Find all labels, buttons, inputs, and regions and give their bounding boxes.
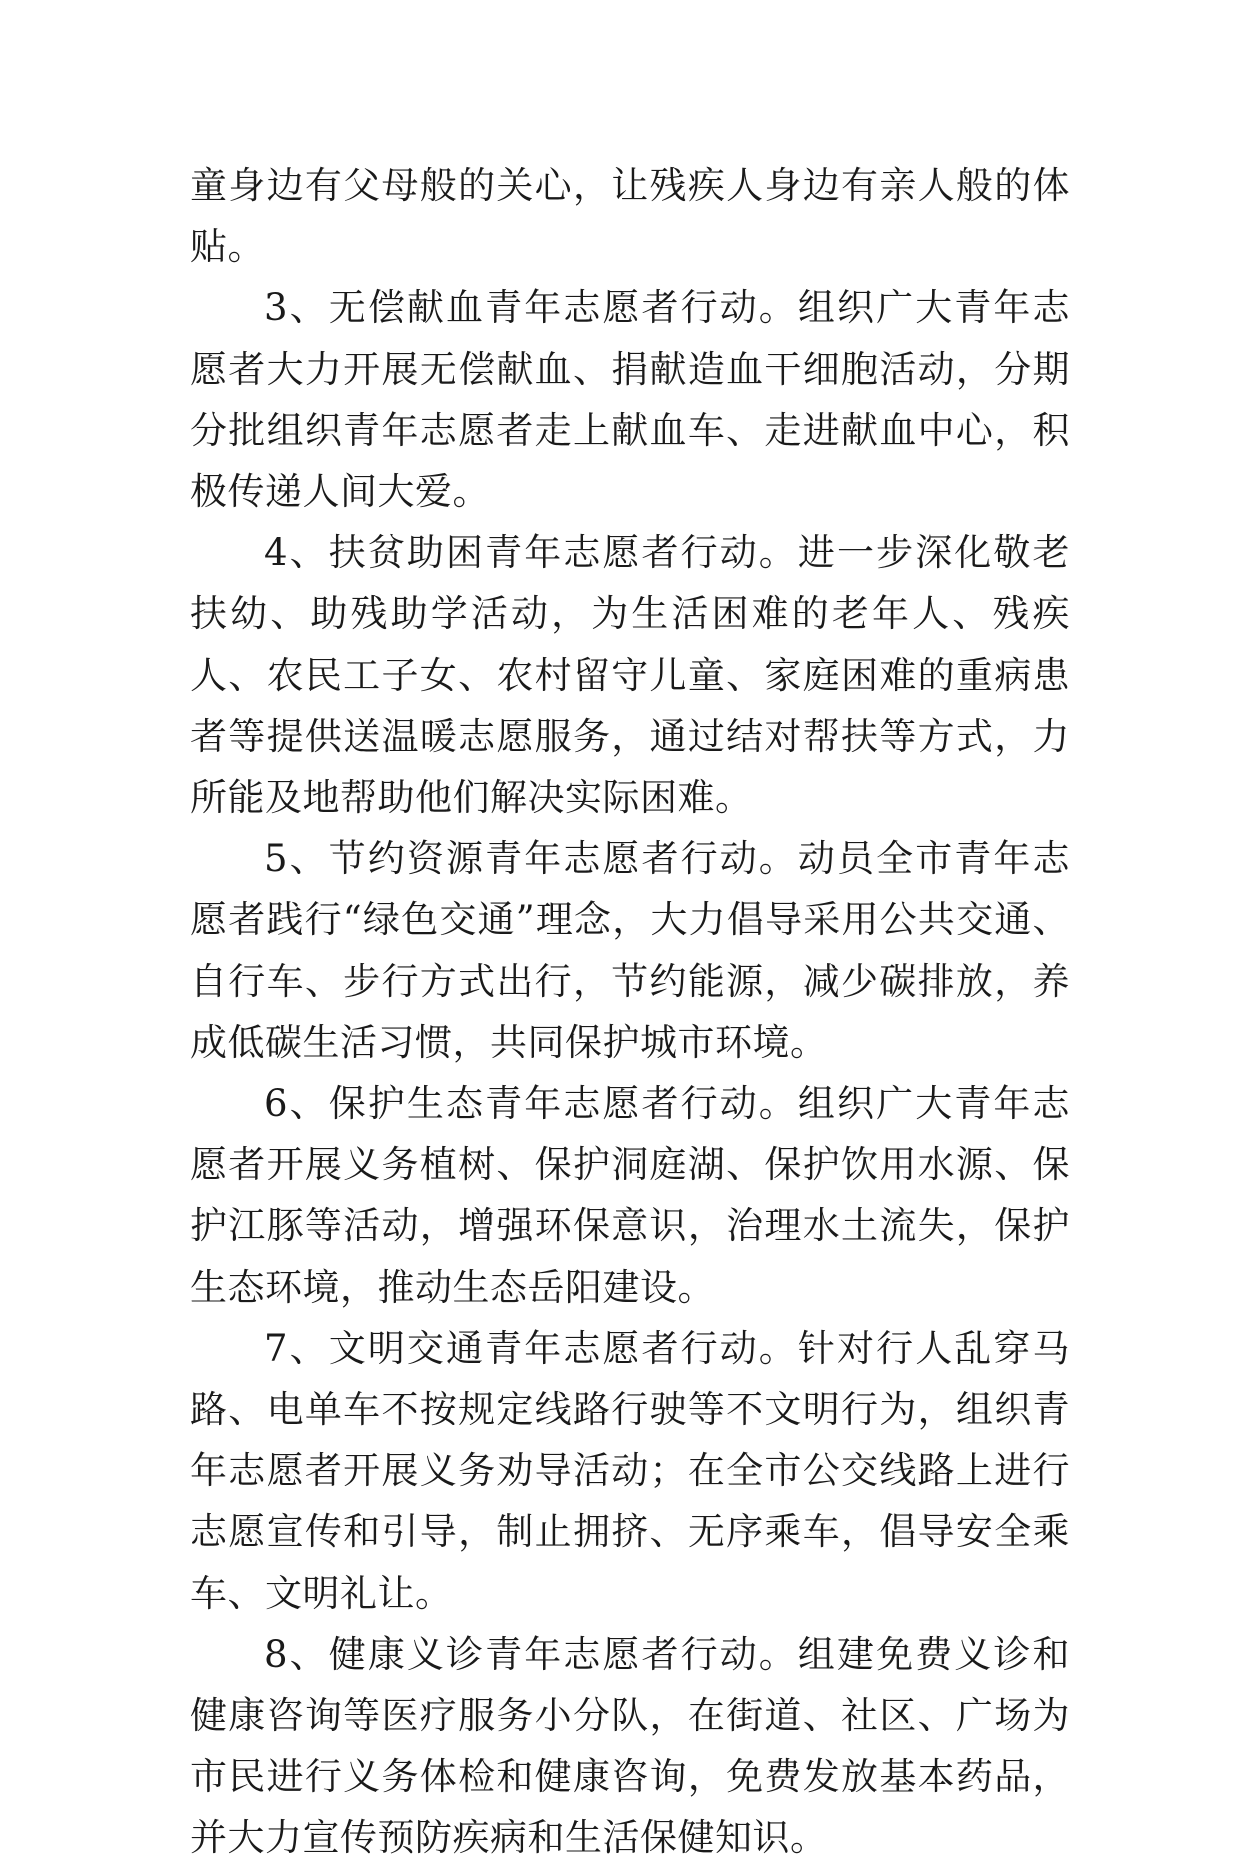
paragraph-blood-donation: 3、无偿献血青年志愿者行动。组织广大青年志愿者大力开展无偿献血、捐献造血干细胞活动，分期分批组织青年志愿者走上献血车、走进献血中心，积极传递人间大爱。	[190, 286, 1070, 514]
paragraph-civilized-traffic: 7、文明交通青年志愿者行动。针对行人乱穿马路、电单车不按规定线路行驶等不文明行为，组织青年志愿者开展义务劝导活动；在全市公交线路上进行志愿宣传和引导，制止拥挤、无序乘车，倡导安全乘车、文明礼让。	[190, 1326, 1070, 1615]
paragraph-ecology-protection: 6、保护生态青年志愿者行动。组织广大青年志愿者开展义务植树、保护洞庭湖、保护饮用水源、保护江豚等活动，增强环保意识，治理水土流失，保护生态环境，推动生态岳阳建设。	[190, 1082, 1070, 1309]
paragraph-continuation: 童身边有父母般的关心，让残疾人身边有亲人般的体贴。	[190, 164, 1070, 269]
paragraph-poverty-relief: 4、扶贫助困青年志愿者行动。进一步深化敬老扶幼、助残助学活动，为生活困难的老年人、残疾人、农民工子女、农村留守儿童、家庭困难的重病患者等提供送温暖志愿服务，通过结对帮扶等方式，力所能及地帮助他们解决实际困难。	[190, 531, 1070, 820]
paragraph-health-clinic: 8、健康义诊青年志愿者行动。组建免费义诊和健康咨询等医疗服务小分队，在街道、社区、广场为市民进行义务体检和健康咨询，免费发放基本药品，并大力宣传预防疾病和生活保健知识。	[190, 1632, 1070, 1860]
document-body	[190, 155, 1070, 1869]
paragraph-resource-saving: 5、节约资源青年志愿者行动。动员全市青年志愿者践行“绿色交通”理念，大力倡导采用公共交通、自行车、步行方式出行，节约能源，减少碳排放，养成低碳生活习惯，共同保护城市环境。	[190, 837, 1070, 1064]
